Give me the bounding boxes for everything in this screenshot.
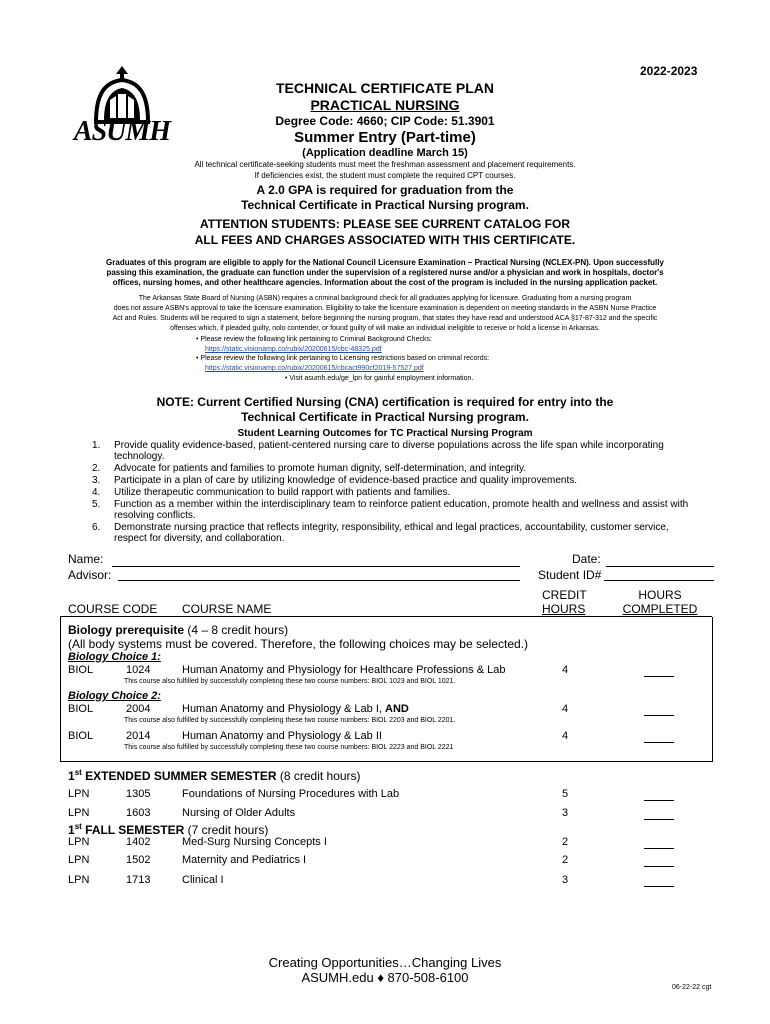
course-name: Human Anatomy and Physiology & Lab II (182, 730, 382, 742)
footer-slogan: Creating Opportunities…Changing Lives (268, 955, 502, 970)
degree-code: Degree Code: 4660; CIP Code: 51.3901 (275, 114, 495, 128)
plan-title: TECHNICAL CERTIFICATE PLAN (275, 80, 495, 96)
logo-text: ASUMH (73, 116, 171, 147)
credit-hours: 4 (561, 730, 569, 742)
asbn-line-2: does not assure ASBN's approval to take the licensure examination. Eligibility to take the licensure examination is dependent on meeting standards in the ASBN Nurse Practice (113, 305, 657, 312)
hours-completed-blank[interactable] (644, 819, 674, 820)
summer-hours: (8 credit hours) (276, 769, 361, 783)
course-number: 1713 (126, 874, 151, 886)
asbn-line-4: offenses which, if pleaded guilty, nolo contender, or found guilty of will make an individual ineligible to receive or hold a license in Arkansas. (170, 325, 600, 332)
slo-number: 6. (92, 522, 101, 533)
biology-heading-hours: (4 – 8 credit hours) (184, 623, 289, 637)
summer-heading (68, 768, 361, 783)
hours-completed-blank[interactable] (644, 742, 674, 743)
credit-hours: 5 (561, 788, 569, 800)
date-label: Date: (572, 552, 601, 566)
gpa-requirement-2: Technical Certificate in Practical Nursing program. (241, 198, 529, 212)
slo-text-cont: technology. (114, 451, 165, 462)
course-dept: BIOL (68, 664, 94, 676)
name-label: Name: (68, 552, 104, 566)
credit-hours: 4 (561, 664, 569, 676)
slo-text: Provide quality evidence-based, patient-centered nursing care to diverse populations across the life span while incorporating (114, 440, 664, 451)
hours-completed-blank[interactable] (644, 866, 674, 867)
course-alt-note: This course also fulfilled by successfully completing these two course numbers: BIOL 1023 and BIOL 1021. (124, 678, 456, 685)
hours-completed-blank[interactable] (644, 715, 674, 716)
application-deadline: (Application deadline March 15) (302, 147, 468, 159)
slo-number: 5. (92, 499, 101, 510)
attention-line-2: ALL FEES AND CHARGES ASSOCIATED WITH THIS CERTIFICATE. (194, 233, 576, 247)
course-dept: LPN (68, 854, 90, 866)
course-number: 1024 (126, 664, 151, 676)
course-dept: LPN (68, 874, 90, 886)
slo-text: Participate in a plan of care by utilizing knowledge of evidence-based practice and quality improvements. (114, 475, 578, 486)
col-course-code: COURSE CODE (68, 602, 158, 616)
credit-hours: 4 (561, 703, 569, 715)
course-name: Med-Surg Nursing Concepts I (182, 836, 327, 848)
course-dept: BIOL (68, 703, 94, 715)
background-check-link[interactable]: https://static.visionamp.co/rubix/20200615/cbc-48325.pdf (205, 346, 382, 353)
slo-text: Advocate for patients and families to promote human dignity, self-determination, and integrity. (114, 463, 527, 474)
course-name: Human Anatomy and Physiology & Lab I, AND (182, 703, 409, 715)
licensing-restrictions-link[interactable]: https://static.visionamp.co/rubix/20200615/cbcact990cf2019-57527.pdf (205, 365, 424, 372)
course-dept: LPN (68, 836, 90, 848)
slo-text: Function as a member within the interdisciplinary team to reinforce patient education, promote health and wellness and assist with (114, 499, 689, 510)
col-credit-2: HOURS (542, 602, 586, 616)
col-course-name: COURSE NAME (182, 602, 272, 616)
course-number: 1402 (126, 836, 151, 848)
course-dept: LPN (68, 807, 90, 819)
asbn-line-1: The Arkansas State Board of Nursing (ASBN) requires a criminal background check for all graduates applying for licensure. Graduating from a nursing program (138, 295, 632, 302)
slo-number: 2. (92, 463, 101, 474)
placement-note: All technical certificate-seeking students must meet the freshman assessment and placement requirements. (194, 160, 576, 169)
credit-hours: 3 (561, 807, 569, 819)
course-alt-note: This course also fulfilled by successfully completing these two course numbers: BIOL 2203 and BIOL 2201. (124, 717, 456, 724)
course-name: Clinical I (182, 874, 224, 886)
summer-sup: st (74, 768, 82, 777)
course-name: Human Anatomy and Physiology for Healthcare Professions & Lab (182, 664, 506, 676)
graduates-line-1: Graduates of this program are eligible to apply for the National Council Licensure Examination – Practical Nursing (NCLEX-PN). Upon successfully (106, 258, 664, 267)
footer-contact: ASUMH.edu ♦ 870-508-6100 (301, 970, 469, 985)
bullet-text: Visit asumh.edu/ge_lpn for gainful employment information. (289, 375, 474, 382)
biology-choice-1: Biology Choice 1: (68, 651, 161, 663)
advisor-field[interactable] (118, 580, 520, 581)
cpt-note: If deficiencies exist, the student must complete the required CPT courses. (254, 171, 516, 180)
course-name: Foundations of Nursing Procedures with Lab (182, 788, 400, 800)
academic-year: 2022-2023 (640, 64, 698, 78)
course-dept: LPN (68, 788, 90, 800)
biology-choice-2: Biology Choice 2: (68, 690, 161, 702)
bullet-gainful-employment: • Visit asumh.edu/ge_lpn for gainful employment information. (285, 375, 474, 382)
graduates-line-2: passing this examination, the graduate can function under the supervision of a registered nurse and/or a physician and work in hospitals, doctor's (106, 268, 664, 277)
slo-number: 1. (92, 440, 101, 451)
course-dept: BIOL (68, 730, 94, 742)
course-number: 1603 (126, 807, 151, 819)
course-name: Maternity and Pediatrics I (182, 854, 307, 866)
date-field[interactable] (606, 566, 714, 567)
biology-note: (All body systems must be covered. Therefore, the following choices may be selected.) (68, 637, 528, 651)
attention-line-1: ATTENTION STUDENTS: PLEASE SEE CURRENT CATALOG FOR (199, 217, 570, 231)
biology-heading (68, 623, 288, 637)
slo-heading: Student Learning Outcomes for TC Practical Nursing Program (237, 428, 533, 439)
slo-number: 3. (92, 475, 101, 486)
entry-type: Summer Entry (Part-time) (294, 129, 476, 146)
fall-sup: st (74, 822, 82, 831)
col-hours-completed-2: COMPLETED (622, 602, 698, 616)
slo-number: 4. (92, 487, 101, 498)
graduates-line-3: offices, nursing homes, and other healthcare agencies. Information about the cost of the program is included in the nursing application packet. (112, 278, 658, 287)
course-number: 2014 (126, 730, 151, 742)
bullet-background-check: • Please review the following link pertaining to Criminal Background Checks: (196, 336, 432, 343)
bullet-text: Please review the following link pertaining to Criminal Background Checks: (200, 336, 432, 343)
course-number: 1502 (126, 854, 151, 866)
course-name: Nursing of Older Adults (182, 807, 296, 819)
credit-hours: 3 (561, 874, 569, 886)
credit-hours: 2 (561, 854, 569, 866)
fall-hours: (7 credit hours) (184, 823, 269, 837)
biology-heading-bold: Biology prerequisite (68, 623, 185, 637)
course-number: 1305 (126, 788, 151, 800)
hours-completed-blank[interactable] (644, 800, 674, 801)
asbn-line-3: Act and Rules. Students will be required to sign a statement, before beginning the nursing program, that states they have read and understood ACA §17-87-312 and the specific (112, 315, 658, 322)
bullet-text: Please review the following link pertaining to Licensing restrictions based on criminal records: (200, 355, 490, 362)
fall-heading (68, 822, 268, 837)
hours-completed-blank[interactable] (644, 848, 674, 849)
summer-heading-text: EXTENDED SUMMER SEMESTER (81, 769, 277, 783)
advisor-label: Advisor: (68, 568, 112, 582)
slo-text: Demonstrate nursing practice that reflects integrity, responsibility, ethical and legal practices, accountability, customer service, (114, 522, 669, 533)
slo-text-cont: respect for diversity, and collaboration. (114, 533, 285, 544)
col-hours-completed-1: HOURS (638, 588, 682, 602)
student-id-label: Student ID# (538, 568, 602, 582)
slo-text-cont: resolving conflicts. (114, 510, 196, 521)
bullet-licensing-restrictions: • Please review the following link pertaining to Licensing restrictions based on criminal records: (196, 355, 490, 362)
col-credit-1: CREDIT (542, 588, 587, 602)
summer-num: 1 (68, 769, 75, 783)
slo-text: Utilize therapeutic communication to build rapport with patients and families. (114, 487, 451, 498)
cna-note-1: NOTE: Current Certified Nursing (CNA) certification is required for entry into the (156, 395, 614, 409)
fall-num: 1 (68, 823, 75, 837)
credit-hours: 2 (561, 836, 569, 848)
course-number: 2004 (126, 703, 151, 715)
cna-note-2: Technical Certificate in Practical Nursing program. (241, 410, 529, 424)
name-field[interactable] (112, 566, 520, 567)
course-alt-note: This course also fulfilled by successfully completing these two course numbers: BIOL 2223 and BIOL 2221 (124, 744, 454, 751)
gpa-requirement-1: A 2.0 GPA is required for graduation from the (256, 183, 514, 197)
document-code: 06-22-22 cgt (672, 984, 712, 991)
student-id-field[interactable] (604, 580, 714, 581)
hours-completed-blank[interactable] (644, 676, 674, 677)
course-name-and: AND (385, 703, 409, 715)
hours-completed-blank[interactable] (644, 886, 674, 887)
fall-heading-text: FALL SEMESTER (81, 823, 185, 837)
program-title: PRACTICAL NURSING (310, 97, 460, 113)
